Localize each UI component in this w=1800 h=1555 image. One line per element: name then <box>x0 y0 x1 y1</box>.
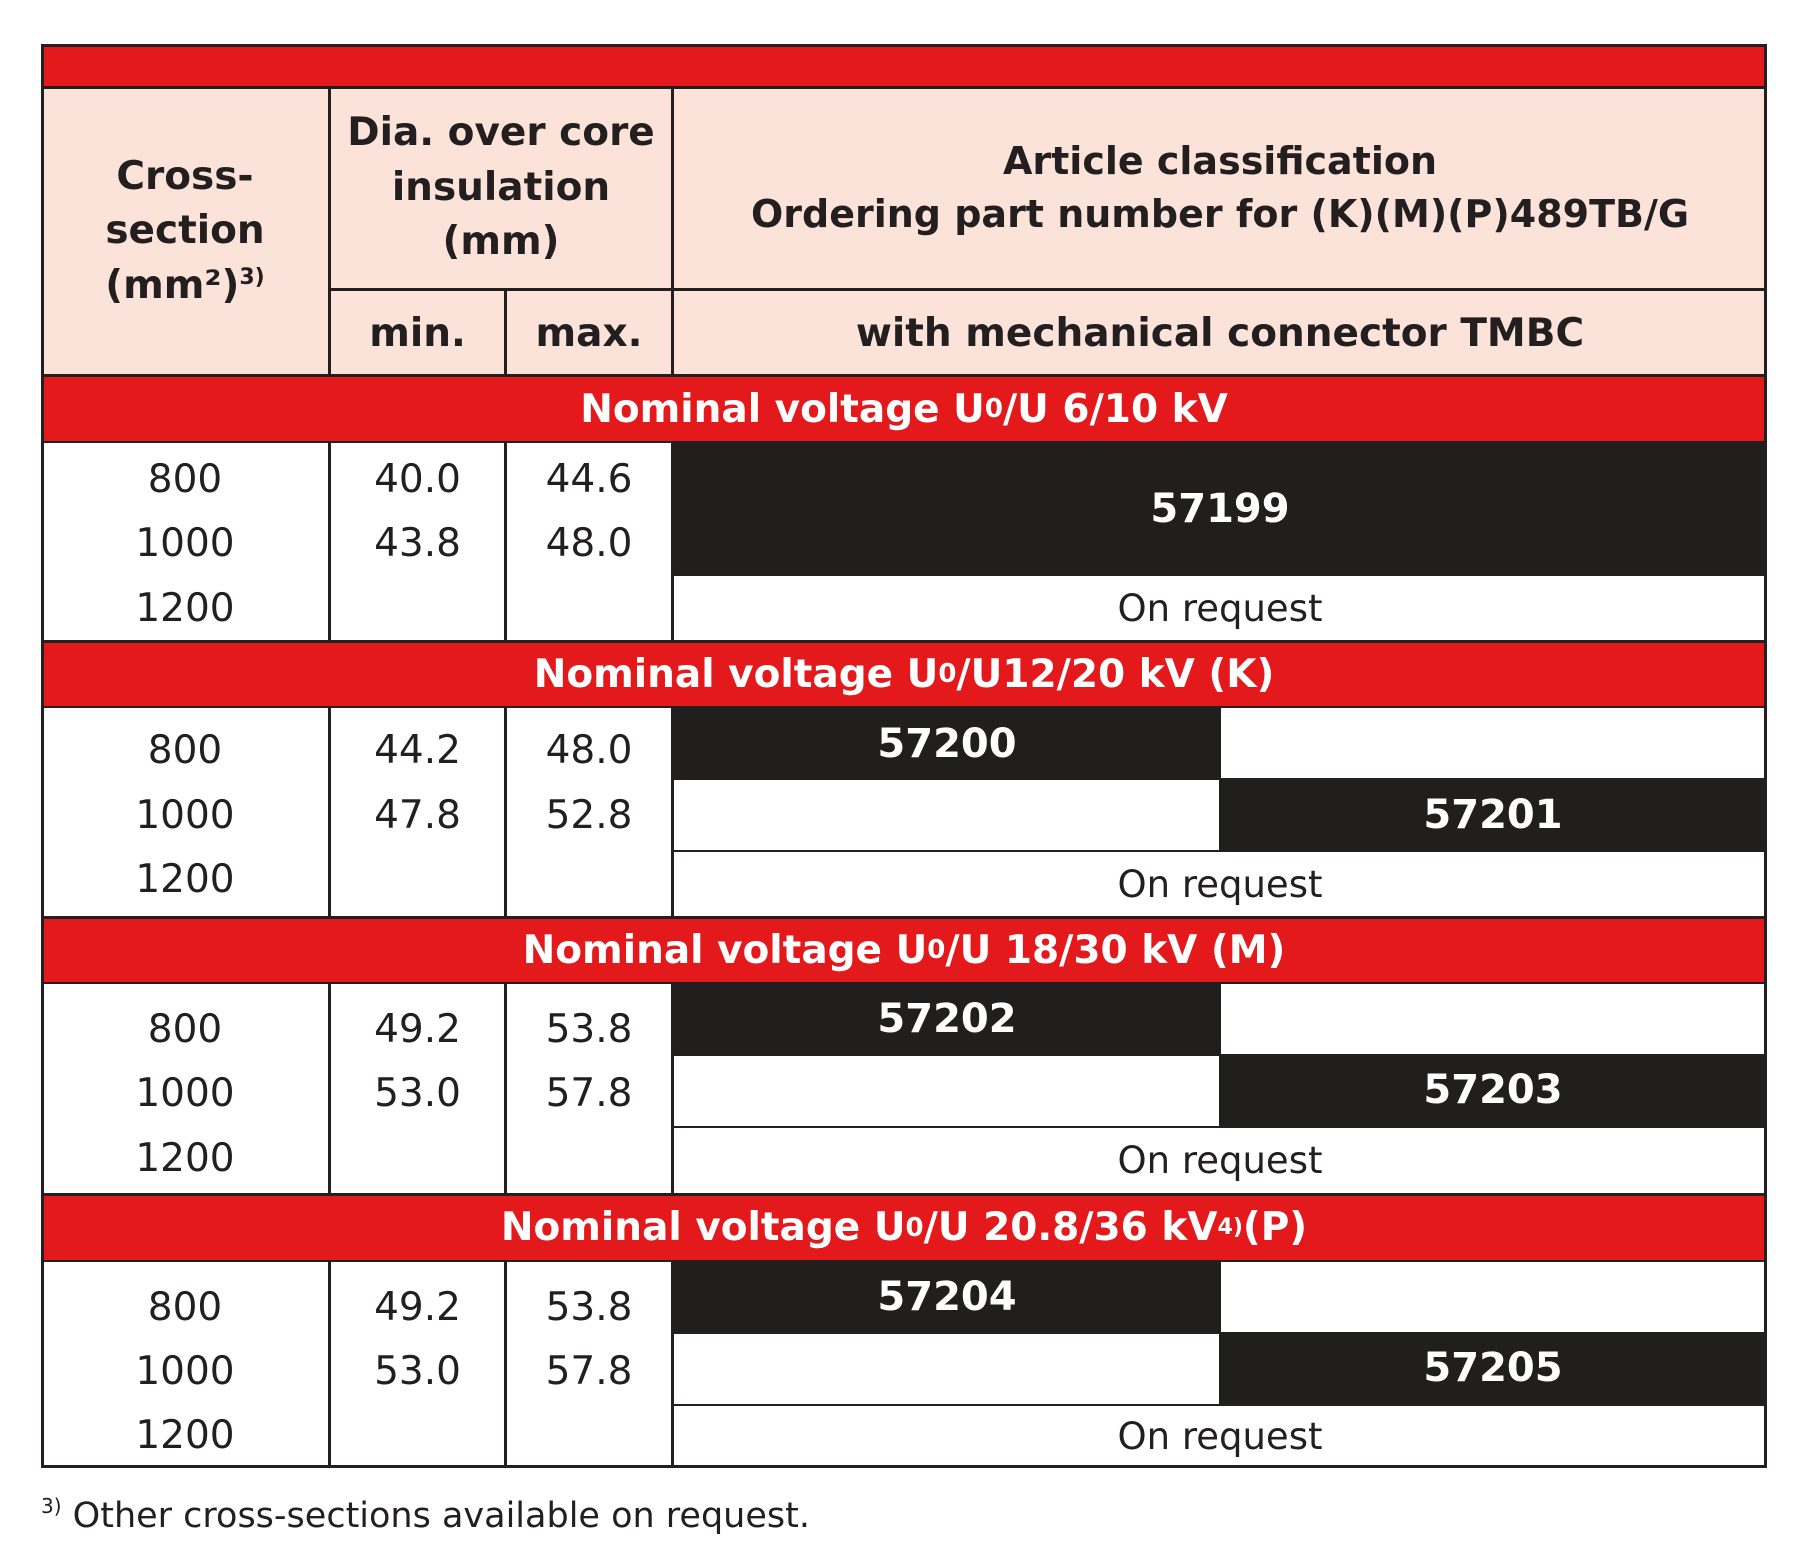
border-bottom <box>41 1465 1767 1468</box>
cell-max: 57.8 <box>545 1349 633 1394</box>
col-rule-2-s3 <box>504 983 507 1194</box>
part-number-text: 57205 <box>1423 1345 1563 1391</box>
rule-on-request-3 <box>673 1126 1767 1128</box>
part-number-text: 57203 <box>1423 1067 1563 1113</box>
col-rule-2-s4 <box>504 1261 507 1468</box>
part-number-57201 <box>1219 778 1767 851</box>
cell-min: 53.0 <box>374 1349 461 1394</box>
header-diameter <box>330 87 672 289</box>
rule-under-top-bar <box>41 86 1767 89</box>
cell-min: 53.0 <box>374 1071 461 1116</box>
header-connector-label: with mechanical connector TMBC <box>855 310 1585 356</box>
rule-parts-4 <box>673 1332 1767 1334</box>
band-2-sub: 0 <box>938 659 957 689</box>
on-request-text: On request <box>1117 862 1323 906</box>
on-request-1 <box>673 575 1767 641</box>
rule-band3-bottom <box>41 982 1767 984</box>
header-min <box>330 290 505 376</box>
on-request-text: On request <box>1117 1139 1323 1182</box>
col-rule-3-s4 <box>671 1261 674 1468</box>
band-4-tail: (P) <box>1242 1205 1308 1250</box>
band-2-suffix: /U12/20 kV (K) <box>956 651 1275 697</box>
cell-cross-section: 1000 <box>135 793 235 838</box>
part-number-57199 <box>673 442 1767 575</box>
cell-cross-section: 800 <box>147 457 223 502</box>
header-article-line2: Ordering part number for (K)(M)(P)489TB/G <box>750 192 1690 236</box>
footnote-mark: 3) <box>41 1494 62 1518</box>
rule-band4-bottom <box>41 1260 1767 1262</box>
part-number-text: 57201 <box>1423 791 1563 838</box>
col-rule-1-s2 <box>328 707 331 917</box>
border-top <box>41 44 1767 47</box>
cell-max: 57.8 <box>545 1071 633 1116</box>
band-4-sub: 0 <box>905 1212 924 1243</box>
rule-band3-top <box>41 916 1767 919</box>
voltage-band-2 <box>41 641 1767 707</box>
cell-cross-section: 800 <box>147 728 223 773</box>
part-number-text: 57204 <box>877 1274 1017 1320</box>
part-number-text: 57202 <box>877 996 1017 1042</box>
col-rule-1-s3 <box>328 983 331 1194</box>
header-cross-section-unit: (mm²) <box>105 262 240 308</box>
col-rule-1-s1 <box>328 442 331 641</box>
voltage-band-3 <box>41 917 1767 983</box>
on-request-text: On request <box>1117 586 1323 630</box>
rule-band2-top <box>41 640 1767 643</box>
header-diameter-line1: Dia. over core <box>347 110 655 156</box>
band-4-footnote-mark: 4) <box>1217 1215 1243 1240</box>
cell-cross-section: 1200 <box>135 1413 235 1458</box>
band-2-prefix: Nominal voltage U <box>533 651 939 697</box>
rule-parts-2 <box>673 778 1767 780</box>
cell-cross-section: 1000 <box>135 521 235 566</box>
cell-min: 44.2 <box>374 728 461 773</box>
cell-min: 49.2 <box>374 1007 461 1052</box>
part-number-57202 <box>673 983 1221 1055</box>
voltage-band-1 <box>41 376 1767 442</box>
header-article-line1: Article classification <box>1002 138 1438 183</box>
cell-cross-section: 1200 <box>135 857 235 902</box>
col-rule-2-s1 <box>504 442 507 641</box>
cell-min: 40.0 <box>374 457 461 502</box>
band-1-prefix: Nominal voltage U <box>580 386 985 432</box>
header-min-label: min. <box>369 310 466 356</box>
cell-min: 43.8 <box>374 521 461 566</box>
rule-band2-bottom <box>41 706 1767 708</box>
band-3-sub: 0 <box>927 935 946 965</box>
cell-max: 53.8 <box>545 1007 633 1052</box>
band-3-suffix: /U 18/30 kV (M) <box>945 927 1286 973</box>
part-number-57200 <box>673 707 1221 780</box>
header-cross-section <box>41 87 329 376</box>
rule-band1-bottom <box>41 441 1767 443</box>
footnote-text: Other cross-sections available on request. <box>72 1496 810 1536</box>
rule-header-mid <box>329 288 1767 291</box>
cell-min: 47.8 <box>374 793 461 838</box>
part-number-57205 <box>1219 1332 1767 1404</box>
col-rule-1-s4 <box>328 1261 331 1468</box>
cell-cross-section: 800 <box>147 1007 223 1052</box>
cell-cross-section: 1200 <box>135 1136 235 1181</box>
rule-parts-3 <box>673 1054 1767 1056</box>
col-rule-3-header <box>671 87 674 376</box>
cell-cross-section: 1000 <box>135 1349 235 1394</box>
cell-max: 53.8 <box>545 1285 633 1330</box>
cell-min: 49.2 <box>374 1285 461 1330</box>
border-left <box>41 44 44 1468</box>
col-rule-3-s2 <box>671 707 674 917</box>
header-max-label: max. <box>535 310 643 356</box>
part-number-57203 <box>1219 1054 1767 1126</box>
col-rule-2-header <box>504 289 507 376</box>
on-request-2 <box>673 851 1767 917</box>
border-right <box>1764 44 1767 1468</box>
cell-cross-section: 1000 <box>135 1071 235 1116</box>
header-cross-section-line2: section <box>105 208 265 254</box>
footnote <box>41 1494 810 1536</box>
voltage-band-4 <box>41 1194 1767 1261</box>
product-table <box>41 44 1767 1468</box>
cell-cross-section: 800 <box>147 1285 223 1330</box>
rule-band4-top <box>41 1193 1767 1196</box>
part-number-text: 57199 <box>1150 485 1290 532</box>
col-rule-3-s3 <box>671 983 674 1194</box>
cell-max: 48.0 <box>545 521 633 566</box>
band-4-suffix: /U 20.8/36 kV <box>923 1205 1218 1250</box>
band-4-prefix: Nominal voltage U <box>500 1205 906 1250</box>
col-rule-3-s1 <box>671 442 674 641</box>
on-request-3 <box>673 1127 1767 1194</box>
header-footnote-mark: 3) <box>239 264 265 290</box>
rule-on-request-4 <box>673 1404 1767 1406</box>
part-number-57204 <box>673 1261 1221 1333</box>
rule-on-request-1 <box>673 574 1767 576</box>
on-request-4 <box>673 1405 1767 1468</box>
band-1-suffix: /U 6/10 kV <box>1002 386 1228 432</box>
header-connector <box>673 290 1767 376</box>
rule-on-request-2 <box>673 850 1767 852</box>
col-rule-1-header <box>328 87 331 376</box>
cell-max: 44.6 <box>545 457 633 502</box>
cell-cross-section: 1200 <box>135 586 235 631</box>
rule-under-header <box>41 374 1767 377</box>
band-3-prefix: Nominal voltage U <box>522 927 928 973</box>
table-top-bar <box>41 44 1767 87</box>
on-request-text: On request <box>1117 1415 1323 1458</box>
band-1-sub: 0 <box>984 394 1003 424</box>
part-number-text: 57200 <box>877 720 1017 767</box>
col-rule-2-s2 <box>504 707 507 917</box>
header-max <box>506 290 672 376</box>
header-diameter-line2: insulation (mm) <box>391 164 611 265</box>
cell-max: 48.0 <box>545 728 633 773</box>
header-article <box>673 87 1767 289</box>
cell-max: 52.8 <box>545 793 633 838</box>
header-cross-section-line1: Cross- <box>116 153 254 199</box>
